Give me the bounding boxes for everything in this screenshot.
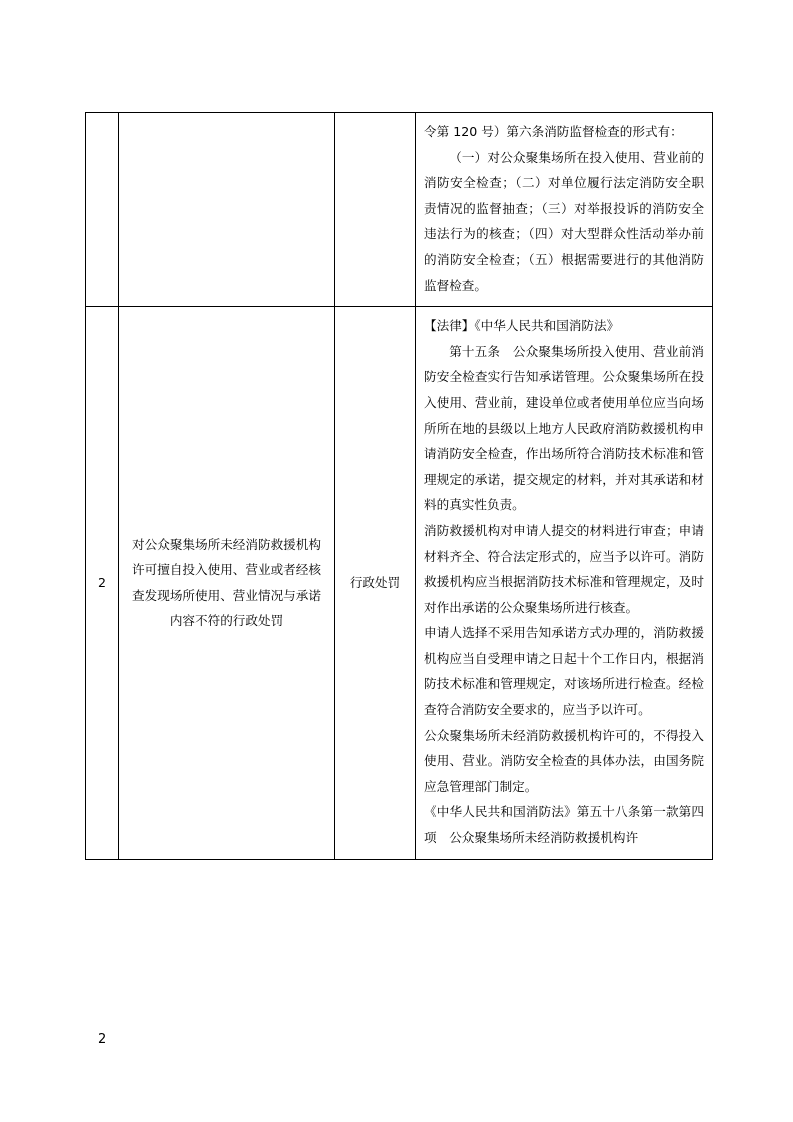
regulation-table bbox=[85, 112, 713, 860]
row-number bbox=[86, 204, 118, 216]
page-number: 2 bbox=[98, 1032, 107, 1047]
row-name-cell bbox=[119, 307, 335, 859]
row-name-cell bbox=[119, 113, 335, 307]
row-basis-cell bbox=[416, 113, 713, 307]
basis-paragraph: 消防救援机构对申请人提交的材料进行审查；申请材料齐全、符合法定形式的，应当予以许可。消防救援机构应当根据消防技术标准和管理规定，及时对作出承诺的公众聚集场所进行核查。 bbox=[424, 522, 704, 615]
row-basis-cell bbox=[416, 307, 713, 859]
basis-paragraph: （一）对公众聚集场所在投入使用、营业前的消防安全检查；（二）对单位履行法定消防安全职责情况的监督抽查；（三）对举报投诉的消防安全违法行为的核查；（四）对大型群众性活动举办前的消防安全检查；（五）根据需要进行的其他消防监督检查。 bbox=[424, 149, 704, 293]
row-basis bbox=[416, 113, 712, 306]
row-number-cell bbox=[86, 113, 119, 307]
basis-paragraph: 申请人选择不采用告知承诺方式办理的，消防救援机构应当自受理申请之日起十个工作日内，根据消防技术标准和管理规定，对该场所进行检查。经检查符合消防安全要求的，应当予以许可。 bbox=[424, 625, 704, 718]
table-row bbox=[86, 113, 713, 307]
row-number-cell bbox=[86, 307, 119, 859]
basis-paragraph: 令第 120 号）第六条消防监督检查的形式有： bbox=[424, 124, 683, 139]
basis-paragraph: 【法律】《中华人民共和国消防法》 bbox=[424, 318, 620, 334]
basis-paragraph: 第十五条 公众聚集场所投入使用、营业前消防安全检查实行告知承诺管理。公众聚集场所在投入使用、营业前，建设单位或者使用单位应当向场所所在地的县级以上地方人民政府消防救援机构申请消防安全检查，作出场所符合消防技术标准和管理规定的承诺，提交规定的材料，并对其承诺和材料的真实性负责。 bbox=[424, 343, 704, 513]
row-type-cell bbox=[335, 307, 416, 859]
row-type bbox=[335, 204, 415, 216]
row-type: 行政处罚 bbox=[349, 575, 401, 591]
row-name bbox=[119, 204, 334, 216]
basis-paragraph: 《中华人民共和国消防法》第五十八条第一款第四项 公众聚集场所未经消防救援机构许 bbox=[424, 804, 704, 846]
row-number: 2 bbox=[97, 575, 106, 591]
row-basis bbox=[416, 307, 712, 858]
table-row bbox=[86, 307, 713, 859]
row-name: 对公众聚集场所未经消防救援机构许可擅自投入使用、营业或者经核查发现场所使用、营业情况与承诺内容不符的行政处罚 bbox=[132, 536, 321, 629]
basis-paragraph: 公众聚集场所未经消防救援机构许可的，不得投入使用、营业。消防安全检查的具体办法，由国务院应急管理部门制定。 bbox=[424, 727, 704, 794]
row-type-cell bbox=[335, 113, 416, 307]
